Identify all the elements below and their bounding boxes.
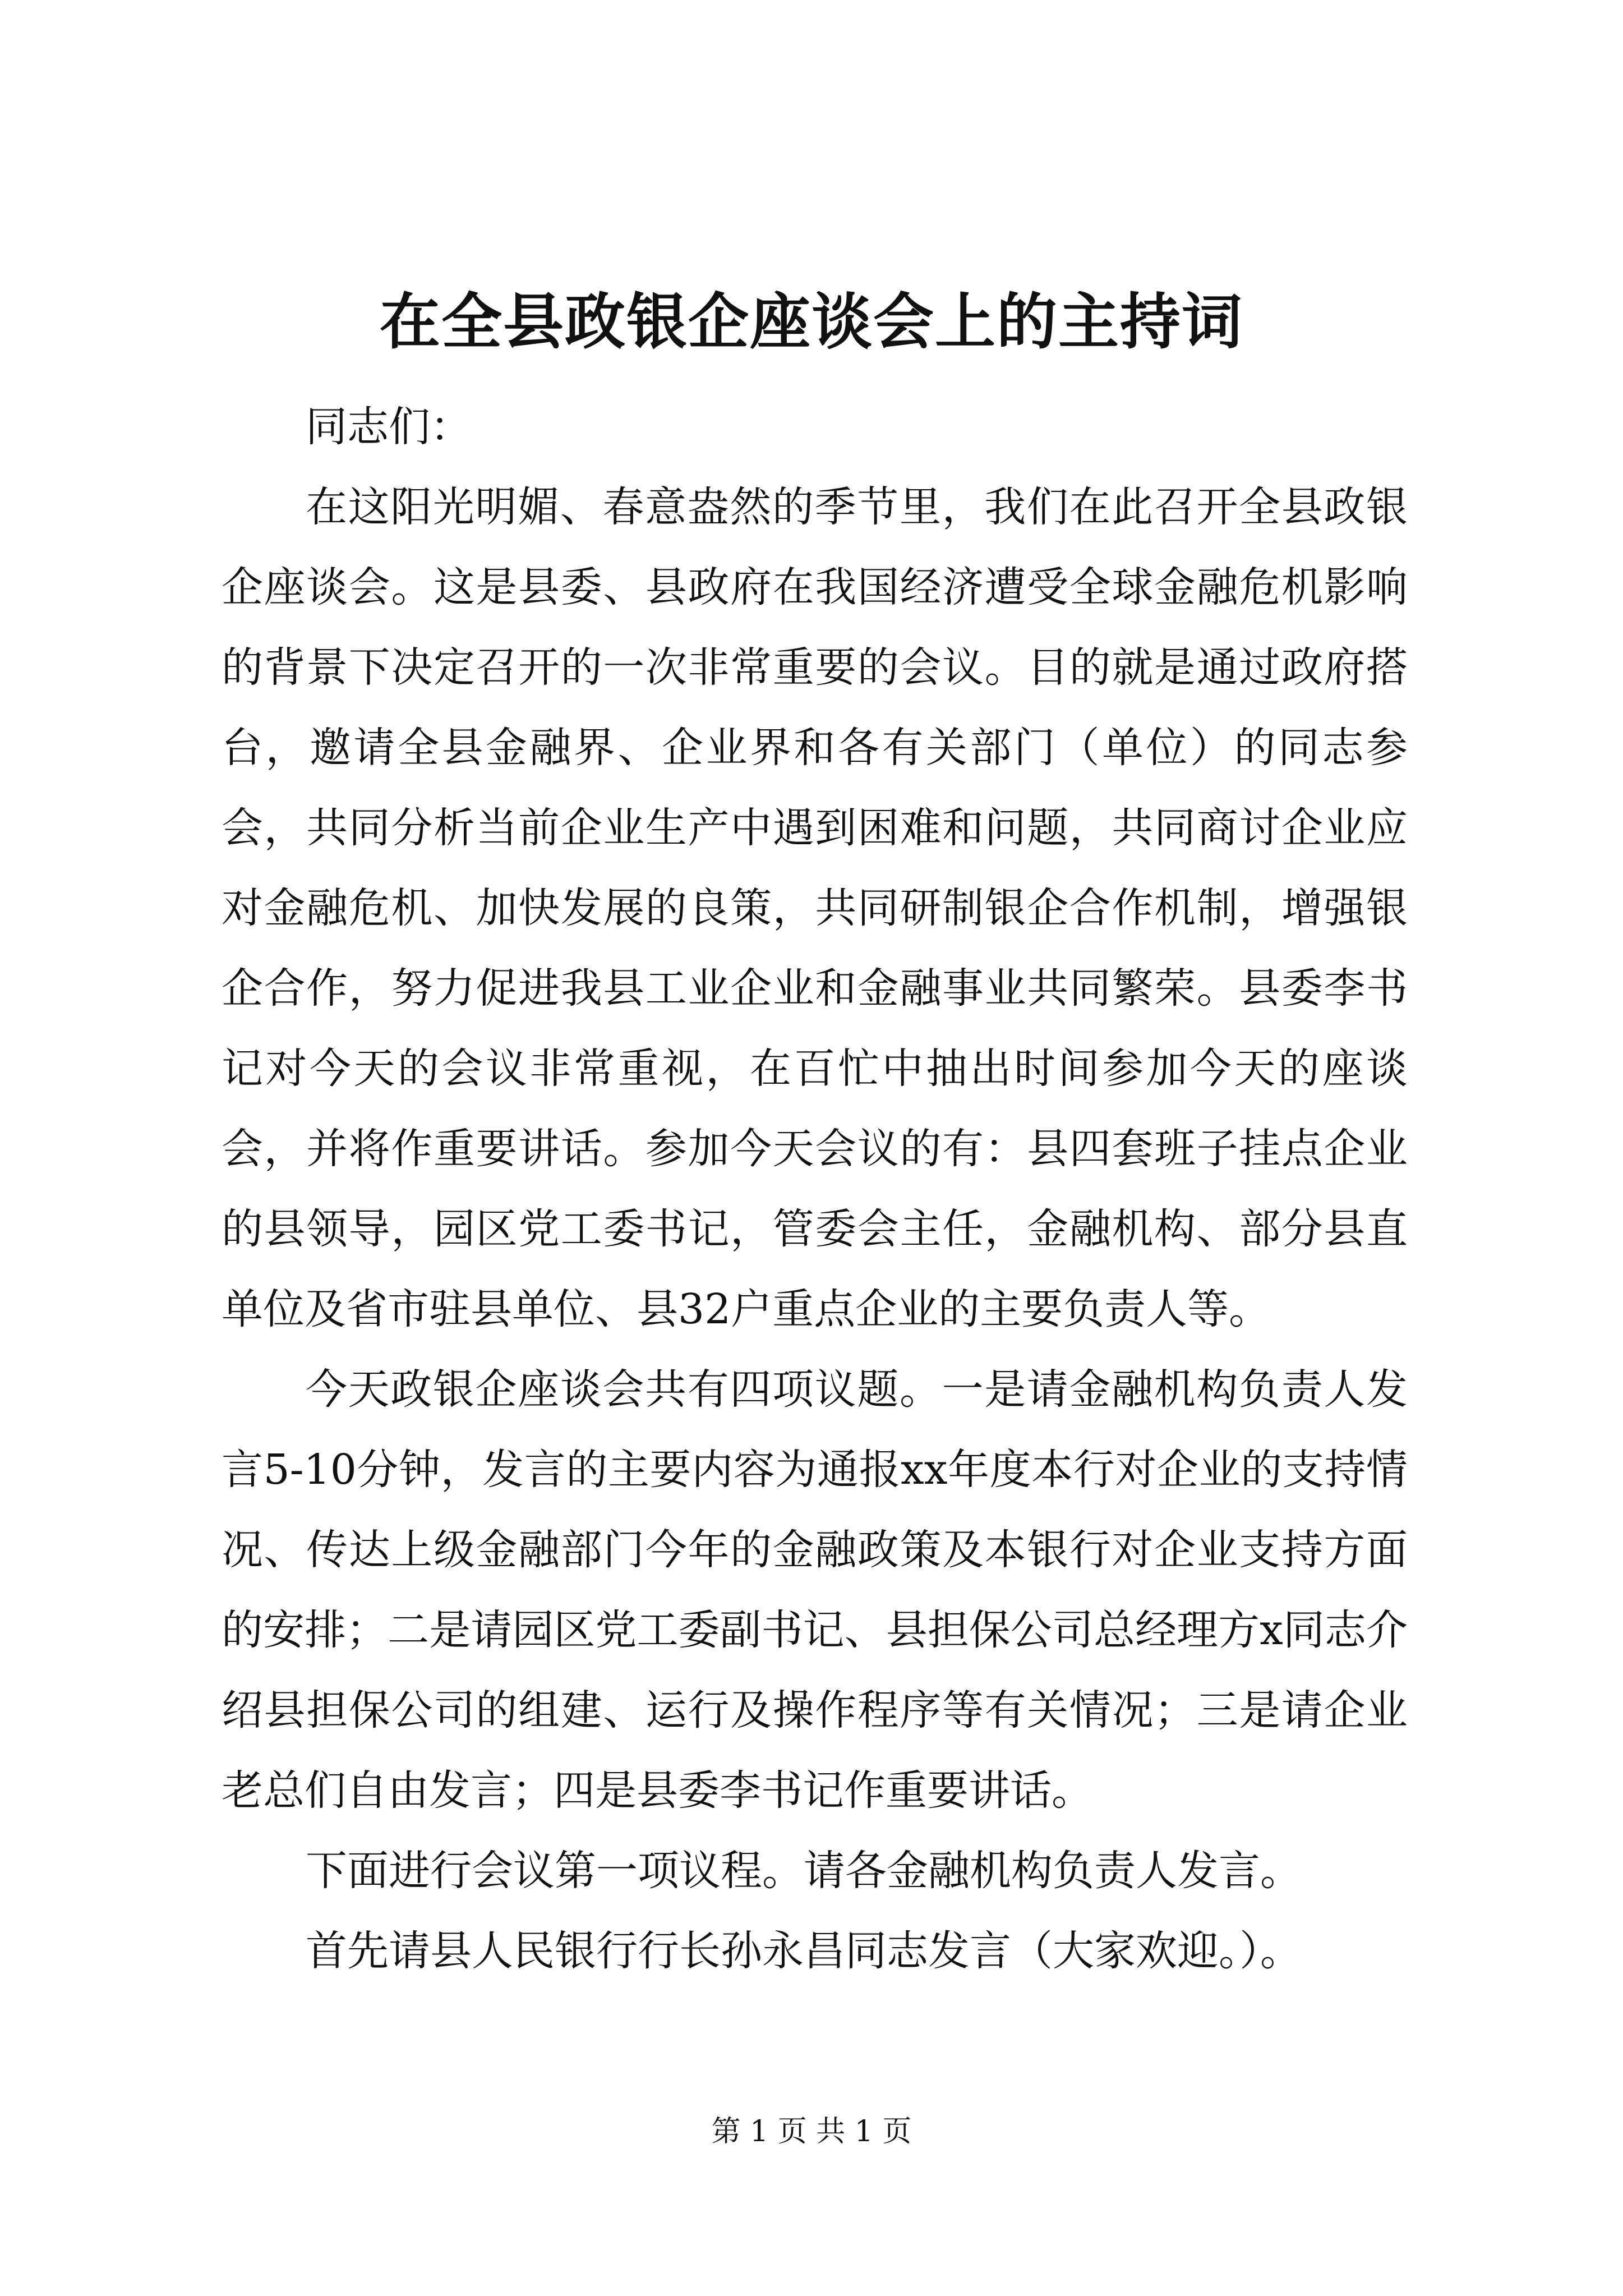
body-paragraph: 首先请县人民银行行长孙永昌同志发言（大家欢迎。）。 [306,1927,1302,1975]
page-number-footer: 第 1 页 共 1 页 [711,2115,912,2148]
document-title: 在全县政银企座谈会上的主持词 [379,287,1243,357]
body-paragraph: 下面进行会议第一项议程。请各金融机构负责人发言。 [306,1847,1302,1895]
document-body [222,387,1408,1991]
body-paragraph: 在这阳光明媚、春意盎然的季节里，我们在此召开全县政银企座谈会。这是县委、县政府在我国经济遭受全球金融危机影响的背景下决定召开的一次非常重要的会议。目的就是通过政府搭台，邀请全县金融界、企业界和各有关部门（单位）的同志参会，共同分析当前企业生产中遇到困难和问题，共同商讨企业应对金融危机、加快发展的良策，共同研制银企合作机制，增强银企合作，努力促进我县工业企业和金融事业共同繁荣。县委李书记对今天的会议非常重视，在百忙中抽出时间参加今天的座谈会，并将作重要讲话。参加今天会议的有：县四套班子挂点企业的县领导，园区党工委书记，管委会主任，金融机构、部分县直单位及省市驻县单位、县32户重点企业的主要负责人等。 [222,483,1408,1333]
body-paragraph: 今天政银企座谈会共有四项议题。一是请金融机构负责人发言5-10分钟，发言的主要内容为通报xx年度本行对企业的支持情况、传达上级金融部门今年的金融政策及本银行对企业支持方面的安排；二是请园区党工委副书记、县担保公司总经理方x同志介绍县担保公司的组建、运行及操作程序等有关情况；三是请企业老总们自由发言；四是县委李书记作重要讲话。 [222,1365,1408,1815]
salutation-paragraph: 同志们： [306,403,472,451]
